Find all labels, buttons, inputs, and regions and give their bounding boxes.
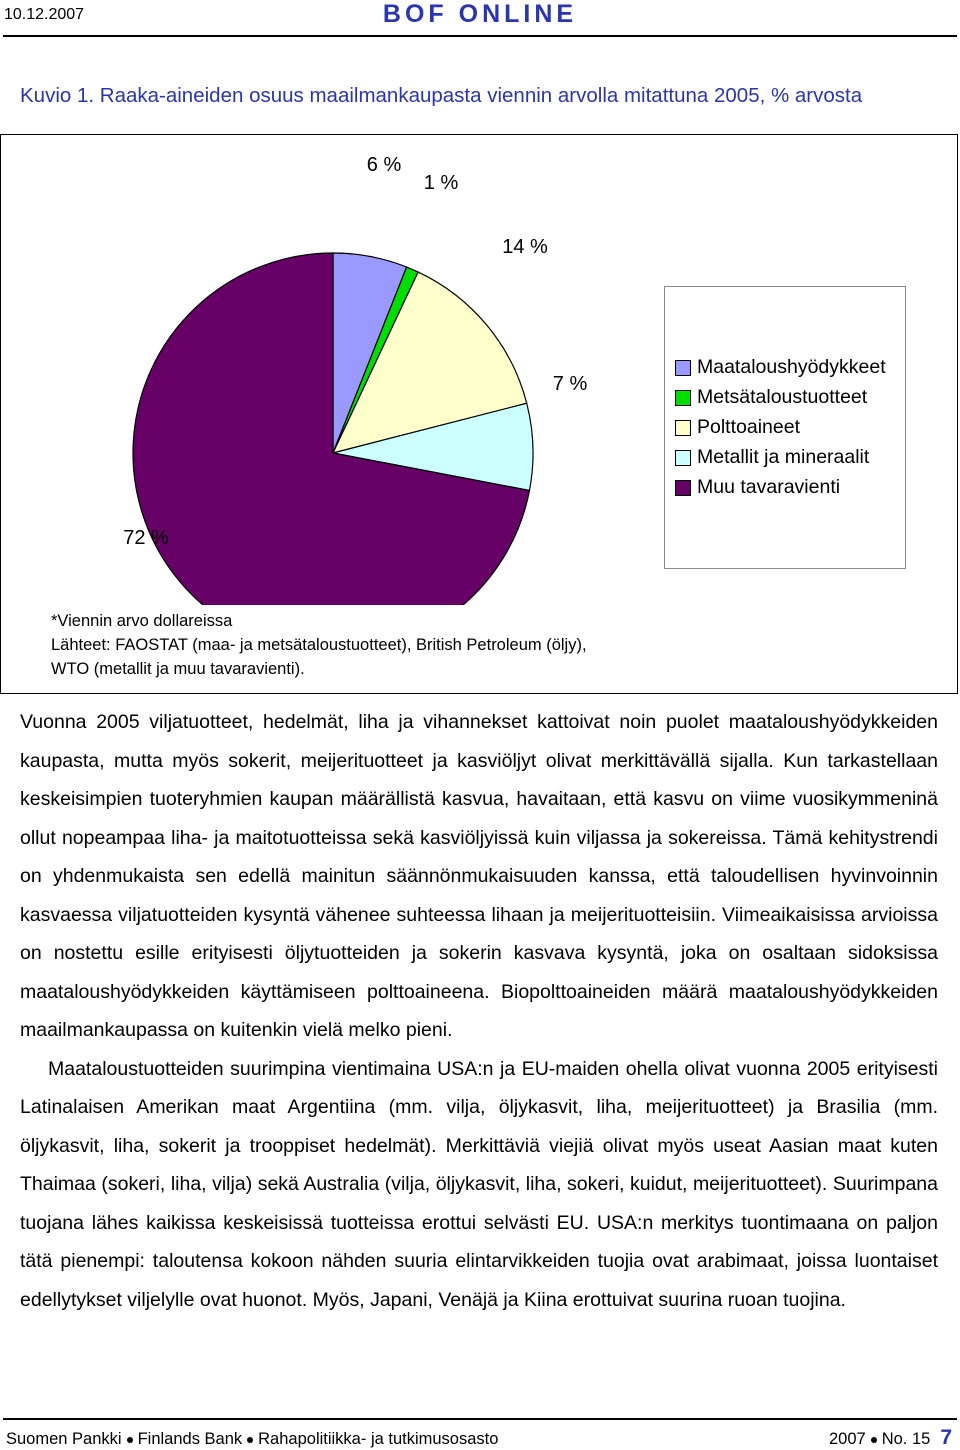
legend-item [675,353,905,383]
pie-data-label: 7 % [552,373,588,395]
footer-year: 2007 [828,1430,866,1448]
figure-title: Kuvio 1. Raaka-aineiden osuus maailmankaupasta viennin arvolla mitattuna 2005, % arvosta [20,84,863,107]
legend-label: Muu tavaravienti [697,476,841,498]
footer-issue-number: No. 15 [881,1430,931,1448]
header-date: 10.12.2007 [4,6,85,23]
pie-data-label: 6 % [366,154,402,176]
footer-publisher [6,1430,498,1449]
legend-swatch [675,480,691,496]
legend-item [675,443,905,473]
article-body [20,703,938,1319]
legend-swatch [675,360,691,376]
bullet-icon [247,1437,253,1443]
bullet-icon [127,1437,133,1443]
pie-data-label: 1 % [423,172,459,194]
bullet-icon [871,1437,877,1443]
page-number: 7 [940,1426,952,1449]
chart-frame [0,134,958,694]
footer-divider [3,1418,957,1420]
article-paragraph: Vuonna 2005 viljatuotteet, hedelmät, liha ja vihannekset kattoivat noin puolet maataloushyödykkeiden kaupasta, mutta myös sokerit, meijerituotteet ja kasviöljyt olivat merkittävällä sijalla. Kun tarkastellaan keskeisimpien tuoteryhmien kaupan määrällistä kasvua, havaitaan, että kasvu on viime vuosikymmeninä ollut nopeampaa liha- ja maitotuotteissa sekä kasviöljyissä kuin viljassa ja sokereissa. Tämä kehitystrendi on yhdenmukaista sen edellä mainitun säännönmukaisuuden kanssa, että taloudellisen hyvinvoinnin kasvaessa viljatuotteiden kysyntä vähenee suhteessa lihaan ja meijerituotteisiin. Viimeaikaisissa arvioissa on nostettu esille erityisesti öljytuotteiden ja sokerin kasvava kysyntä, joka on osaltaan sidoksissa maataloushyödykkeiden käyttämiseen polttoaineena. Biopolttoaineiden määrä maataloushyödykkeiden maailmankaupassa on kuitenkin vielä melko pieni. [20,711,938,1041]
footer-issue [829,1426,952,1450]
note-line: WTO (metallit ja muu tavaravienti). [51,660,305,678]
pie-data-label: 14 % [502,236,548,258]
legend-item [675,383,905,413]
legend-label: Polttoaineet [697,416,800,438]
note-line: *Viennin arvo dollareissa [51,612,233,630]
footer-department: Rahapolitiikka- ja tutkimusosasto [258,1430,499,1448]
header-brand: BOF ONLINE [382,0,578,28]
chart-legend [664,286,906,569]
article-paragraph: Maataloustuotteiden suurimpina vientimaina USA:n ja EU-maiden ohella olivat vuonna 2005 erityisesti Latinalaisen Amerikan maat Argentiina (mm. vilja, öljykasvit, liha, meijerituotteet) ja Brasilia (mm. öljykasvit, liha, sokerit ja trooppiset hedelmät). Merkittäviä viejiä olivat myös useat Aasian maat kuten Thaimaa (sokeri, liha, vilja) sekä Australia (vilja, öljykasvit, liha, sokeri, kuidut, meijerituotteet). Suurimpana tuojana lähes kaikissa keskeisissä tuotteissa erottui selvästi EU. USA:n merkitys tuontimaana on paljon tätä pienempi: taloutensa kokoon nähden suuria elintarvikkeiden tuojia ovat arabimaat, joissa luontaiset edellytykset viljelylle ovat huonot. Myös, Japani, Venäjä ja Kiina erottuivat suurina ruoan tuojina. [20,1057,938,1311]
legend-item [675,473,905,503]
legend-swatch [675,390,691,406]
note-line: Lähteet: FAOSTAT (maa- ja metsätaloustuotteet), British Petroleum (öljy), [51,636,587,654]
header-divider [3,35,957,37]
legend-swatch [675,450,691,466]
footer-publisher-fi: Suomen Pankki [6,1430,122,1448]
pie-data-label: 72 % [123,527,169,549]
legend-label: Metsätaloustuotteet [697,386,868,408]
legend-label: Maataloushyödykkeet [697,356,886,378]
chart-note [51,609,931,681]
footer-publisher-sv: Finlands Bank [137,1430,243,1448]
legend-label: Metallit ja mineraalit [697,446,870,468]
legend-swatch [675,420,691,436]
legend-item [675,413,905,443]
